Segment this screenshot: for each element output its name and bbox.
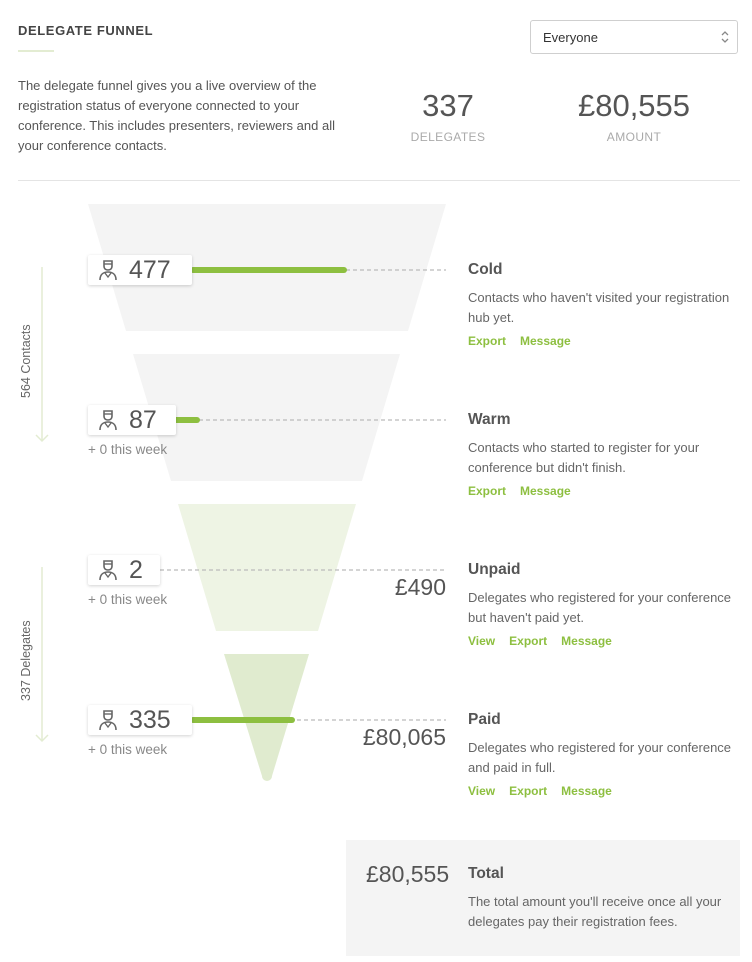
person-icon: [97, 259, 119, 281]
stage-amount-unpaid: £490: [394, 574, 446, 600]
stage-desc-warm: Contacts who started to register for your conference but didn't finish.: [468, 440, 700, 475]
stage-actions-paid: [468, 784, 626, 798]
delegates-stat-label: DELEGATES: [410, 130, 486, 144]
funnel-tip: [262, 771, 272, 781]
delegates-stat-value: 337: [422, 88, 474, 123]
contacts-side-label: 564 Contacts: [19, 324, 33, 398]
export-link[interactable]: Export: [509, 634, 548, 648]
stage-week-unpaid: + 0 this week: [88, 592, 168, 607]
amount-stat-label: AMOUNT: [606, 130, 662, 144]
intro-text: The delegate funnel gives you a live overview of the registration status of everyone connected to your conference. This includes presenters, reviewers and all your conference contacts.: [18, 78, 335, 153]
total-amount: £80,555: [366, 861, 450, 887]
amount-stat-value: £80,555: [577, 88, 691, 123]
stage-count-badge-cold: [88, 255, 192, 285]
message-link[interactable]: Message: [520, 484, 571, 498]
export-link[interactable]: Export: [509, 784, 548, 798]
funnel-segment-paid: [224, 654, 309, 776]
stage-desc-paid: Delegates who registered for your conference and paid in full.: [468, 740, 732, 775]
total-desc: The total amount you'll receive once all your delegates pay their registration fees.: [468, 894, 722, 929]
person-icon: [97, 709, 119, 731]
stage-name-unpaid: Unpaid: [468, 561, 521, 578]
message-link[interactable]: Message: [561, 634, 612, 648]
stage-amount-paid: £80,065: [362, 724, 446, 750]
total-summary-box: [346, 840, 740, 956]
stage-desc-cold: Contacts who haven't visited your registration hub yet.: [468, 290, 730, 325]
delegates-arrow: [36, 567, 48, 741]
stage-name-cold: Cold: [468, 261, 503, 278]
message-link[interactable]: Message: [561, 784, 612, 798]
view-link[interactable]: View: [468, 784, 496, 798]
stage-count-unpaid: 2: [129, 555, 143, 584]
stage-count-cold: 477: [129, 255, 171, 284]
stage-actions-unpaid: [468, 634, 626, 648]
delegates-side-label: 337 Delegates: [19, 620, 33, 701]
stage-desc-unpaid: Delegates who registered for your conference but haven't paid yet.: [468, 590, 732, 625]
stage-count-badge-unpaid: [88, 555, 160, 585]
export-link[interactable]: Export: [468, 484, 507, 498]
funnel-segment-unpaid: [178, 504, 356, 631]
audience-filter-value: Everyone: [543, 30, 598, 45]
stage-week-warm: + 0 this week: [88, 442, 168, 457]
stage-count-badge-warm: [88, 405, 176, 435]
export-link[interactable]: Export: [468, 334, 507, 348]
stage-name-paid: Paid: [468, 711, 501, 728]
stage-count-badge-paid: [88, 705, 192, 735]
stage-actions-warm: [468, 484, 585, 498]
stage-week-paid: + 0 this week: [88, 742, 168, 757]
stage-bar-cold: [190, 267, 347, 273]
stage-count-warm: 87: [129, 405, 157, 434]
stage-bar-paid: [190, 717, 295, 723]
stage-bar-warm: [172, 417, 200, 423]
stage-name-warm: Warm: [468, 411, 511, 428]
person-icon: [97, 409, 119, 431]
message-link[interactable]: Message: [520, 334, 571, 348]
total-label: Total: [468, 865, 504, 882]
view-link[interactable]: View: [468, 634, 496, 648]
stage-count-paid: 335: [129, 705, 171, 734]
person-icon: [97, 559, 119, 581]
contacts-arrow: [36, 267, 48, 441]
stage-actions-cold: [468, 334, 585, 348]
page-title: DELEGATE FUNNEL: [18, 23, 154, 38]
